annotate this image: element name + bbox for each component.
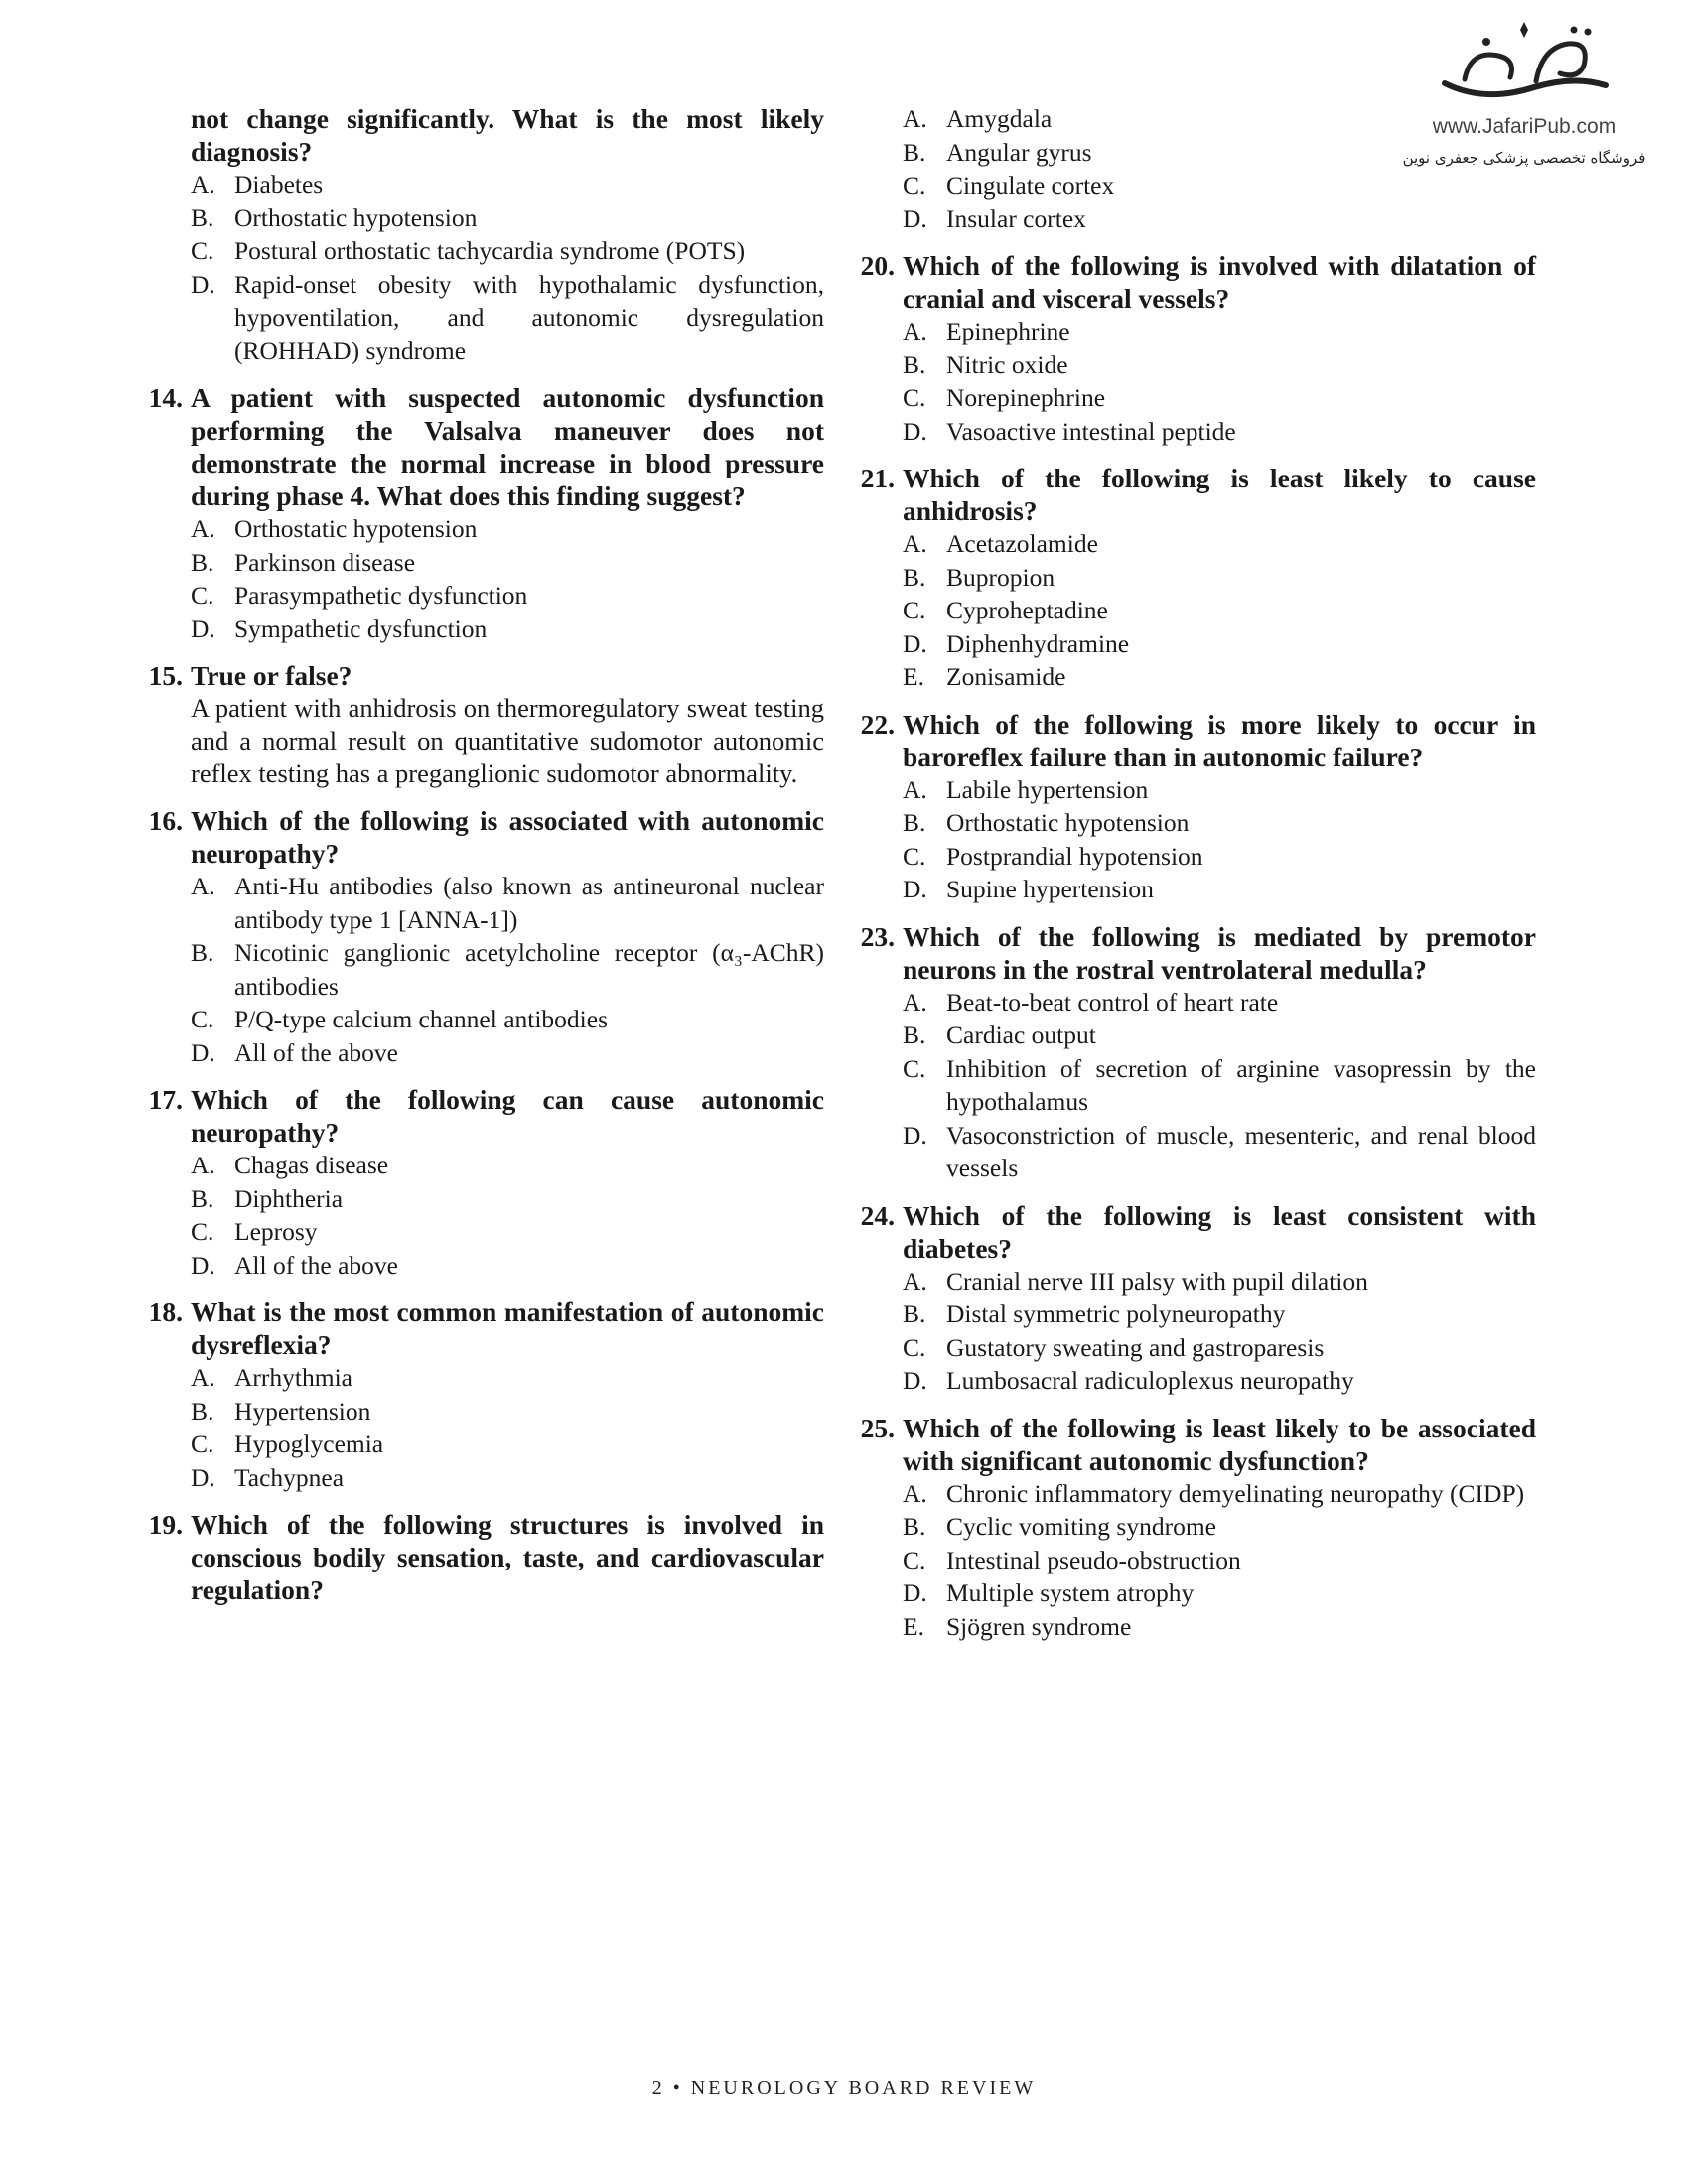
question-header	[139, 381, 824, 512]
answer-option	[191, 1149, 824, 1182]
option-letter: D.	[191, 1037, 215, 1067]
answer-option	[903, 627, 1536, 661]
option-text: Orthostatic hypotension	[234, 203, 478, 232]
option-letter: D.	[903, 628, 927, 658]
question-text: not change significantly. What is the most likely diagnosis?	[191, 103, 824, 167]
question-number	[139, 102, 191, 168]
option-text: Gustatory sweating and gastroparesis	[946, 1332, 1325, 1362]
option-text: Insular cortex	[946, 204, 1086, 233]
answer-option	[903, 527, 1536, 561]
answer-option	[191, 1036, 824, 1070]
option-text: Nitric oxide	[946, 349, 1068, 379]
question-header	[851, 708, 1536, 773]
option-letter: B.	[903, 1021, 926, 1049]
answer-options	[139, 1361, 824, 1494]
logo-url: www.JafariPub.com	[1432, 115, 1617, 138]
option-text: Chronic inflammatory demyelinating neuropathy (CIDP)	[946, 1478, 1525, 1508]
answer-option	[903, 169, 1536, 203]
option-letter: C.	[903, 1545, 926, 1574]
answer-options	[139, 870, 824, 1069]
question-header	[851, 1412, 1536, 1477]
question-block	[851, 462, 1536, 694]
option-text: Nicotinic ganglionic acetylcholine receptor (α₃-AChR) antibodies	[234, 938, 824, 1001]
answer-option	[191, 234, 824, 268]
option-text: Hypertension	[234, 1396, 371, 1426]
option-text: Diphtheria	[234, 1183, 344, 1213]
question-header	[139, 1083, 824, 1149]
question-header	[851, 920, 1536, 986]
answer-option	[903, 315, 1536, 348]
option-text: Parkinson disease	[234, 547, 416, 577]
answer-options	[139, 512, 824, 645]
option-text: Epinephrine	[946, 317, 1070, 345]
page-footer: 2 • NEUROLOGY BOARD REVIEW	[651, 2077, 1037, 2099]
option-text: Parasympathetic dysfunction	[234, 581, 528, 610]
option-text: Leprosy	[234, 1217, 318, 1246]
answer-option	[191, 870, 824, 936]
option-text: Orthostatic hypotension	[234, 514, 478, 543]
option-letter: A.	[191, 170, 215, 199]
option-text: All of the above	[234, 1037, 398, 1067]
question-text: Which of the following is mediated by premotor neurons in the rostral ventrolateral medulla?	[903, 920, 1536, 985]
answer-option	[191, 1215, 824, 1249]
answer-option	[903, 840, 1536, 874]
option-letter: D.	[903, 416, 927, 446]
answer-option	[903, 1297, 1536, 1331]
answer-option	[191, 268, 824, 368]
question-number: 18.	[148, 1297, 183, 1327]
answer-option	[903, 1576, 1536, 1610]
option-text: Diabetes	[234, 170, 324, 199]
answer-options	[851, 102, 1536, 235]
option-text: Lumbosacral radiculoplexus neuropathy	[946, 1366, 1354, 1395]
answer-option	[903, 136, 1536, 170]
option-text: Vasoconstriction of muscle, mesenteric, and renal blood vessels	[946, 1120, 1536, 1182]
option-text: Vasoactive intestinal peptide	[946, 416, 1236, 446]
question-text: Which of the following is least likely to be associated with significant autonomic dysfunction?	[903, 1412, 1536, 1476]
answer-option	[191, 936, 824, 1003]
option-text: Acetazolamide	[946, 529, 1098, 558]
question-text: What is the most common manifestation of autonomic dysreflexia?	[191, 1297, 824, 1360]
option-text: Orthostatic hypotension	[946, 808, 1190, 837]
answer-option	[903, 1019, 1536, 1052]
option-letter: C.	[903, 841, 926, 871]
question-block	[851, 1412, 1536, 1644]
option-text: Chagas disease	[234, 1151, 389, 1179]
question-block	[139, 659, 824, 790]
answer-option	[903, 660, 1536, 694]
question-number: 16.	[148, 805, 183, 836]
answer-option	[903, 381, 1536, 415]
answer-option	[903, 1610, 1536, 1644]
option-letter: A.	[903, 529, 927, 558]
option-text: Amygdala	[946, 104, 1053, 133]
answer-option	[191, 1361, 824, 1395]
option-text: Bupropion	[946, 562, 1055, 592]
answer-option	[191, 1428, 824, 1461]
option-letter: B.	[903, 1512, 926, 1541]
answer-option	[903, 1331, 1536, 1365]
option-letter: E.	[903, 662, 924, 691]
option-letter: B.	[903, 349, 926, 379]
answer-option	[903, 1052, 1536, 1119]
option-letter: C.	[903, 1332, 926, 1362]
answer-options	[851, 986, 1536, 1185]
option-letter: B.	[903, 1299, 926, 1328]
option-letter: B.	[191, 547, 214, 577]
option-letter: D.	[903, 875, 927, 903]
answer-option	[903, 1544, 1536, 1577]
option-text: Supine hypertension	[946, 875, 1154, 903]
answer-options	[851, 527, 1536, 694]
question-block	[139, 1083, 824, 1282]
question-block	[851, 1199, 1536, 1398]
question-header	[139, 659, 824, 692]
option-text: Sympathetic dysfunction	[234, 614, 488, 643]
option-text: Tachypnea	[234, 1462, 345, 1492]
answer-option	[191, 512, 824, 546]
option-text: Zonisamide	[946, 662, 1066, 691]
answer-option	[903, 773, 1536, 807]
option-letter: B.	[903, 562, 926, 592]
option-letter: C.	[903, 1053, 926, 1083]
answer-option	[191, 1182, 824, 1216]
answer-options	[139, 168, 824, 367]
question-block	[139, 1296, 824, 1494]
question-block	[851, 708, 1536, 906]
option-letter: D.	[903, 204, 927, 233]
question-text: Which of the following is least likely to cause anhidrosis?	[903, 463, 1536, 526]
option-letter: C.	[191, 1217, 214, 1246]
option-text: Angular gyrus	[946, 137, 1092, 167]
option-text: Postprandial hypotension	[946, 841, 1203, 871]
question-header	[851, 1199, 1536, 1265]
answer-options	[851, 1477, 1536, 1644]
option-letter: E.	[903, 1611, 924, 1641]
option-letter: D.	[903, 1578, 927, 1607]
option-text: Intestinal pseudo-obstruction	[946, 1545, 1241, 1574]
answer-options	[851, 773, 1536, 906]
option-text: Cardiac output	[946, 1021, 1096, 1049]
question-header	[139, 804, 824, 870]
question-block	[139, 804, 824, 1069]
question-text: Which of the following is involved with dilatation of cranial and visceral vessels?	[903, 250, 1536, 314]
answer-option	[903, 1510, 1536, 1544]
answer-option	[903, 348, 1536, 382]
answer-option	[191, 579, 824, 613]
logo-subtitle: فروشگاه تخصصی پزشکی جعفری نوین	[1402, 149, 1646, 167]
answer-option	[903, 1477, 1536, 1511]
answer-options	[851, 315, 1536, 448]
answer-option	[191, 1249, 824, 1283]
option-text: Cyproheptadine	[946, 596, 1108, 624]
option-text: All of the above	[234, 1250, 398, 1280]
option-letter: D.	[191, 614, 215, 643]
question-header	[851, 462, 1536, 527]
answer-option	[191, 168, 824, 202]
question-body: A patient with anhidrosis on thermoregulatory sweat testing and a normal result on quantitative sudomotor autonomic reflex testing has a preganglionic sudomotor abnormality.	[191, 693, 824, 788]
question-block	[139, 381, 824, 645]
option-letter: B.	[191, 1396, 214, 1426]
question-block	[139, 1508, 824, 1606]
option-letter: D.	[903, 1366, 927, 1395]
question-text: Which of the following is least consistent with diabetes?	[903, 1199, 1536, 1264]
question-text: A patient with suspected autonomic dysfunction performing the Valsalva maneuver does not demonstrate the normal increase in blood pressure during phase 4. What does this finding suggest?	[191, 382, 824, 511]
answer-options	[139, 1149, 824, 1282]
answer-options	[851, 1265, 1536, 1398]
answer-option	[903, 561, 1536, 595]
option-text: Arrhythmia	[234, 1363, 352, 1392]
question-text: Which of the following is more likely to occur in baroreflex failure than in autonomic failure?	[903, 708, 1536, 772]
left-column	[139, 102, 824, 1620]
answer-option	[903, 1265, 1536, 1298]
option-letter: A.	[191, 872, 215, 900]
question-number: 22.	[860, 708, 895, 740]
option-text: Distal symmetric polyneuropathy	[946, 1299, 1286, 1328]
question-text: Which of the following structures is involved in conscious bodily sensation, taste, and cardiovascular regulation?	[191, 1509, 824, 1605]
option-letter: D.	[191, 1250, 215, 1280]
question-number: 24.	[860, 1199, 895, 1231]
option-letter: A.	[903, 987, 927, 1017]
option-letter: D.	[191, 269, 215, 299]
question-header	[851, 249, 1536, 315]
question-text: Which of the following is associated with autonomic neuropathy?	[191, 805, 824, 869]
option-letter: B.	[191, 1183, 214, 1213]
question-header	[139, 102, 824, 168]
option-letter: C.	[191, 1005, 214, 1033]
question-block	[139, 102, 824, 367]
option-letter: D.	[903, 1120, 927, 1150]
question-number: 14.	[148, 382, 183, 413]
option-letter: C.	[903, 383, 926, 412]
option-letter: C.	[191, 1430, 214, 1458]
option-letter: B.	[903, 808, 926, 837]
option-letter: D.	[191, 1462, 215, 1492]
option-letter: B.	[191, 938, 214, 967]
calligraphy-logo-icon	[1425, 22, 1623, 113]
option-letter: C.	[903, 596, 926, 624]
question-block	[851, 249, 1536, 448]
question-number: 15.	[148, 660, 183, 691]
option-text: Beat-to-beat control of heart rate	[946, 987, 1279, 1017]
option-text: Norepinephrine	[946, 383, 1106, 412]
option-text: Cingulate cortex	[946, 171, 1115, 200]
question-number: 21.	[860, 463, 895, 493]
option-text: Postural orthostatic tachycardia syndrome (POTS)	[234, 236, 746, 265]
option-letter: C.	[903, 171, 926, 200]
option-letter: A.	[903, 317, 927, 345]
question-header	[139, 1296, 824, 1361]
right-column	[851, 102, 1536, 1657]
option-letter: A.	[903, 1266, 927, 1296]
question-number: 25.	[860, 1412, 895, 1443]
option-text: Multiple system atrophy	[946, 1578, 1195, 1607]
question-block	[851, 920, 1536, 1185]
option-text: Inhibition of secretion of arginine vasopressin by the hypothalamus	[946, 1053, 1536, 1116]
option-letter: C.	[191, 581, 214, 610]
answer-option	[903, 594, 1536, 627]
option-text: Rapid-onset obesity with hypothalamic dysfunction, hypoventilation, and autonomic dysregulation (ROHHAD) syndrome	[234, 269, 824, 365]
answer-option	[903, 986, 1536, 1020]
question-block	[851, 102, 1536, 235]
option-text: Anti-Hu antibodies (also known as antineuronal nuclear antibody type 1 [ANNA-1])	[234, 872, 824, 934]
option-text: Labile hypertension	[946, 774, 1149, 804]
answer-option	[191, 1003, 824, 1036]
answer-option	[191, 1461, 824, 1495]
option-letter: A.	[191, 514, 215, 543]
answer-option	[903, 415, 1536, 449]
answer-option	[191, 613, 824, 646]
option-text: Diphenhydramine	[946, 628, 1130, 658]
answer-option	[903, 102, 1536, 136]
option-letter: B.	[191, 203, 214, 232]
option-letter: A.	[191, 1151, 215, 1179]
question-text: True or false?	[191, 660, 352, 691]
option-letter: A.	[191, 1363, 215, 1392]
option-letter: A.	[903, 1478, 927, 1508]
option-text: Cranial nerve III palsy with pupil dilation	[946, 1266, 1368, 1296]
answer-option	[191, 1395, 824, 1429]
option-letter: A.	[903, 774, 927, 804]
answer-option	[903, 203, 1536, 236]
question-number: 19.	[148, 1509, 183, 1540]
answer-option	[903, 873, 1536, 906]
option-text: Hypoglycemia	[234, 1430, 384, 1458]
option-letter: B.	[903, 137, 926, 167]
answer-option	[191, 546, 824, 580]
question-text: Which of the following can cause autonomic neuropathy?	[191, 1084, 824, 1148]
question-number: 23.	[860, 920, 895, 952]
answer-option	[903, 1119, 1536, 1185]
question-header	[139, 1508, 824, 1606]
option-letter: A.	[903, 104, 927, 133]
option-text: Cyclic vomiting syndrome	[946, 1512, 1216, 1541]
answer-option	[191, 202, 824, 235]
answer-option	[903, 1364, 1536, 1398]
option-text: P/Q-type calcium channel antibodies	[234, 1005, 609, 1033]
question-number: 20.	[860, 250, 895, 281]
question-number: 17.	[148, 1084, 183, 1115]
option-text: Sjögren syndrome	[946, 1611, 1132, 1641]
option-letter: C.	[191, 236, 214, 265]
answer-option	[903, 806, 1536, 840]
